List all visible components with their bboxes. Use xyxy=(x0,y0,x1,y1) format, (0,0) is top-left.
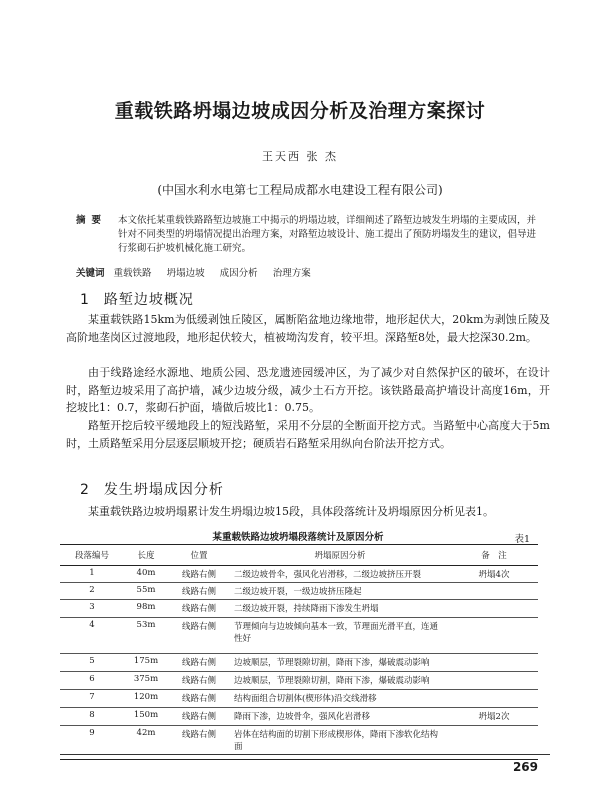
header-cell: 位置 xyxy=(168,545,230,566)
cause: 二级边坡开裂，持续降雨下渗发生坍塌 xyxy=(230,600,450,618)
cause: 岩体在结构面的切割下形成楔形体，降雨下渗软化结构面 xyxy=(230,726,450,760)
segment-no: 1 xyxy=(60,566,124,583)
paper-title: 重载铁路坍塌边坡成因分析及治理方案探讨 xyxy=(114,100,486,122)
affiliation: (中国水利水电第七工程局成都水电建设工程有限公司) xyxy=(157,183,443,197)
length: 53m xyxy=(124,618,168,654)
table-row xyxy=(60,690,538,708)
section-number: 1 xyxy=(80,292,90,308)
section1-paragraph: 路堑开挖后较平缓地段上的短浅路堑，采用不分层的全断面开挖方式。当路堑中心高度大于5m时，土质路堑采用分层逐层顺坡开挖；硬质岩石路堑采用纵向台阶法开挖方式。 xyxy=(66,419,550,450)
remark xyxy=(450,690,538,708)
section-number: 2 xyxy=(80,482,90,498)
section-heading-2 xyxy=(80,479,224,499)
cause: 节理倾向与边坡倾向基本一致，节理面光滑平直，连通性好 xyxy=(230,618,450,654)
segment-no: 7 xyxy=(60,690,124,708)
cause: 结构面组合切割体(楔形体)沿交线滑移 xyxy=(230,690,450,708)
segment-no: 4 xyxy=(60,618,124,654)
position: 线路右侧 xyxy=(168,600,230,618)
table-caption: 某重载铁路边坡坍塌段落统计及原因分析 xyxy=(212,532,384,543)
length: 375m xyxy=(124,672,168,690)
table-row xyxy=(60,672,538,690)
remark xyxy=(450,672,538,690)
header-cell: 坍塌原因分析 xyxy=(230,545,450,566)
table-row xyxy=(60,566,538,583)
table-number: 表1 xyxy=(514,534,530,545)
segment-no: 2 xyxy=(60,583,124,600)
table-row xyxy=(60,583,538,600)
segment-no: 8 xyxy=(60,708,124,726)
position: 线路右侧 xyxy=(168,566,230,583)
segment-no: 9 xyxy=(60,726,124,760)
segment-no: 3 xyxy=(60,600,124,618)
table-row xyxy=(60,708,538,726)
table-row xyxy=(60,600,538,618)
section1-paragraph: 某重载铁路15km为低缓剥蚀丘陵区，属断陷盆地边缘地带，地形起伏大，20km为剥蚀丘陵及高阶地垄岗区过渡地段，地形起伏较大，植被坳沟发育，较平坦。深路堑8处，最大挖深30.2m。 xyxy=(66,313,550,344)
abstract-label: 摘要 xyxy=(76,215,108,226)
segment-no: 6 xyxy=(60,672,124,690)
position: 线路右侧 xyxy=(168,726,230,760)
segment-no: 5 xyxy=(60,654,124,672)
cause: 二级边坡骨伞，强风化岩滑移，二级边坡挤压开裂 xyxy=(230,566,450,583)
cause: 降雨下渗，边坡骨伞，强风化岩滑移 xyxy=(230,708,450,726)
authors: 王天西 张 杰 xyxy=(262,150,338,163)
remark xyxy=(450,618,538,654)
keyword: 治理方案 xyxy=(272,268,311,279)
keyword: 重载铁路 xyxy=(113,268,152,279)
length: 150m xyxy=(124,708,168,726)
position: 线路右侧 xyxy=(168,672,230,690)
section-heading-1 xyxy=(80,289,194,309)
cause: 二级边坡开裂，一级边坡挤压隆起 xyxy=(230,583,450,600)
page-number: 269 xyxy=(512,760,538,774)
keywords-label: 关键词 xyxy=(76,268,105,279)
section-title: 发生坍塌成因分析 xyxy=(103,482,224,498)
header-cell: 长度 xyxy=(124,545,168,566)
section2-paragraph: 某重载铁路边坡坍塌累计发生坍塌边坡15段，具体段落统计及坍塌原因分析见表1。 xyxy=(88,505,494,518)
keywords xyxy=(76,265,544,279)
cause: 边坡顺层，节理裂隙切割，降雨下渗，爆破震动影响 xyxy=(230,654,450,672)
length: 42m xyxy=(124,726,168,760)
position: 线路右侧 xyxy=(168,708,230,726)
length: 40m xyxy=(124,566,168,583)
cause: 边坡顺层，节理裂隙切割，降雨下渗，爆破震动影响 xyxy=(230,672,450,690)
keyword: 坍塌边坡 xyxy=(166,268,205,279)
position: 线路右侧 xyxy=(168,690,230,708)
length: 120m xyxy=(124,690,168,708)
position: 线路右侧 xyxy=(168,618,230,654)
abstract xyxy=(76,214,544,256)
length: 55m xyxy=(124,583,168,600)
length: 175m xyxy=(124,654,168,672)
table-row xyxy=(60,654,538,672)
keyword: 成因分析 xyxy=(219,268,258,279)
section-title: 路堑边坡概况 xyxy=(103,292,194,308)
table-row xyxy=(60,618,538,654)
header-cell: 段落编号 xyxy=(60,545,124,566)
section1-paragraph: 由于线路途经水源地、地质公园、恐龙遗迹园缓冲区，为了减少对自然保护区的破坏，在设计时，路堑边坡采用了高护墙，减少边坡分级，减少土石方开挖。该铁路最高护墙设计高度16m，开挖坡比1：0.7，浆砌石护面，墙做后坡比1：0.75。 xyxy=(66,366,550,414)
length: 98m xyxy=(124,600,168,618)
position: 线路右侧 xyxy=(168,583,230,600)
remark xyxy=(450,583,538,600)
header-cell: 备 注 xyxy=(450,545,538,566)
remark: 坍塌2次 xyxy=(450,708,538,726)
position: 线路右侧 xyxy=(168,654,230,672)
remark: 坍塌4次 xyxy=(450,566,538,583)
remark xyxy=(450,654,538,672)
table-header-row xyxy=(60,545,538,566)
abstract-text: 本文依托某重载铁路路堑边坡施工中揭示的坍塌边坡，详细阐述了路堑边坡发生坍塌的主要成因，并针对不同类型的坍塌情况提出治理方案，对路堑边坡设计、施工提出了预防坍塌发生的建议，倡导进行浆砌石护坡机械化施工研究。 xyxy=(118,215,537,254)
footer-divider xyxy=(60,754,550,755)
collapse-table xyxy=(60,544,538,760)
remark xyxy=(450,600,538,618)
